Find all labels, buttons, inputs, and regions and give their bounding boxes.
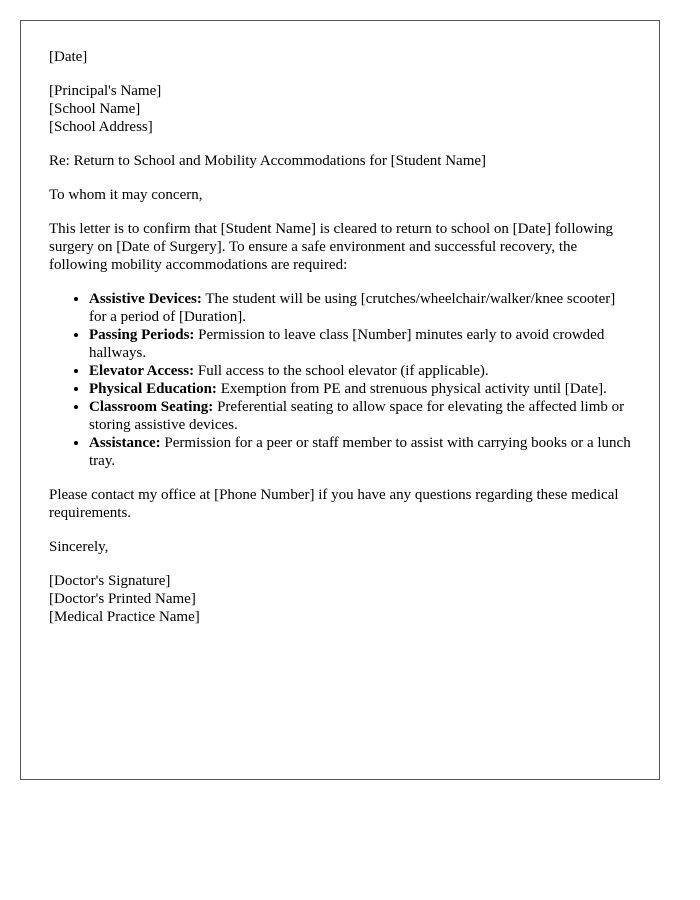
recipient-school: [School Name] — [49, 101, 141, 117]
doctor-printed-name: [Doctor's Printed Name] — [49, 591, 196, 607]
accommodation-item — [89, 434, 631, 470]
accommodation-text: Exemption from PE and strenuous physical activity until [Date]. — [216, 381, 607, 397]
accommodation-text: The student will be using [crutches/wheelchair/walker/knee scooter] for a period of [Duration]. — [89, 291, 616, 325]
signature-block — [49, 572, 631, 626]
recipient-block — [49, 82, 631, 136]
accommodation-item — [89, 398, 631, 434]
closing-paragraph: Please contact my office at [Phone Number] if you have any questions regarding these medical requirements. — [49, 487, 619, 521]
accommodation-title: Passing Periods: — [89, 327, 195, 343]
accommodation-title: Physical Education: — [89, 381, 217, 397]
accommodation-title: Classroom Seating: — [89, 399, 214, 415]
recipient-address: [School Address] — [49, 119, 153, 135]
letter-salutation: To whom it may concern, — [49, 187, 203, 203]
accommodation-text: Permission for a peer or staff member to assist with carrying books or a lunch tray. — [89, 435, 631, 469]
recipient-name: [Principal's Name] — [49, 83, 162, 99]
letter-signoff: Sincerely, — [49, 539, 109, 555]
accommodation-text: Permission to leave class [Number] minutes early to avoid crowded hallways. — [89, 327, 605, 361]
medical-practice-name: [Medical Practice Name] — [49, 609, 200, 625]
doctor-signature: [Doctor's Signature] — [49, 573, 171, 589]
accommodation-text: Preferential seating to allow space for elevating the affected limb or storing assistive devices. — [89, 399, 625, 433]
accommodation-item — [89, 290, 631, 326]
accommodation-item — [89, 362, 631, 380]
accommodation-item — [89, 380, 631, 398]
letter-date: [Date] — [49, 49, 88, 65]
letter-page — [20, 20, 660, 780]
accommodation-item — [89, 326, 631, 362]
letter-subject: Re: Return to School and Mobility Accommodations for [Student Name] — [49, 153, 487, 169]
accommodation-title: Assistive Devices: — [89, 291, 202, 307]
accommodation-title: Elevator Access: — [89, 363, 195, 379]
letter-intro: This letter is to confirm that [Student Name] is cleared to return to school on [Date] following surgery on [Date of Surgery]. To ensure a safe environment and successful recovery, the following mobility accommodations are required: — [49, 221, 614, 273]
accommodations-list — [49, 290, 631, 470]
accommodation-title: Assistance: — [89, 435, 161, 451]
accommodation-text: Full access to the school elevator (if applicable). — [194, 363, 489, 379]
